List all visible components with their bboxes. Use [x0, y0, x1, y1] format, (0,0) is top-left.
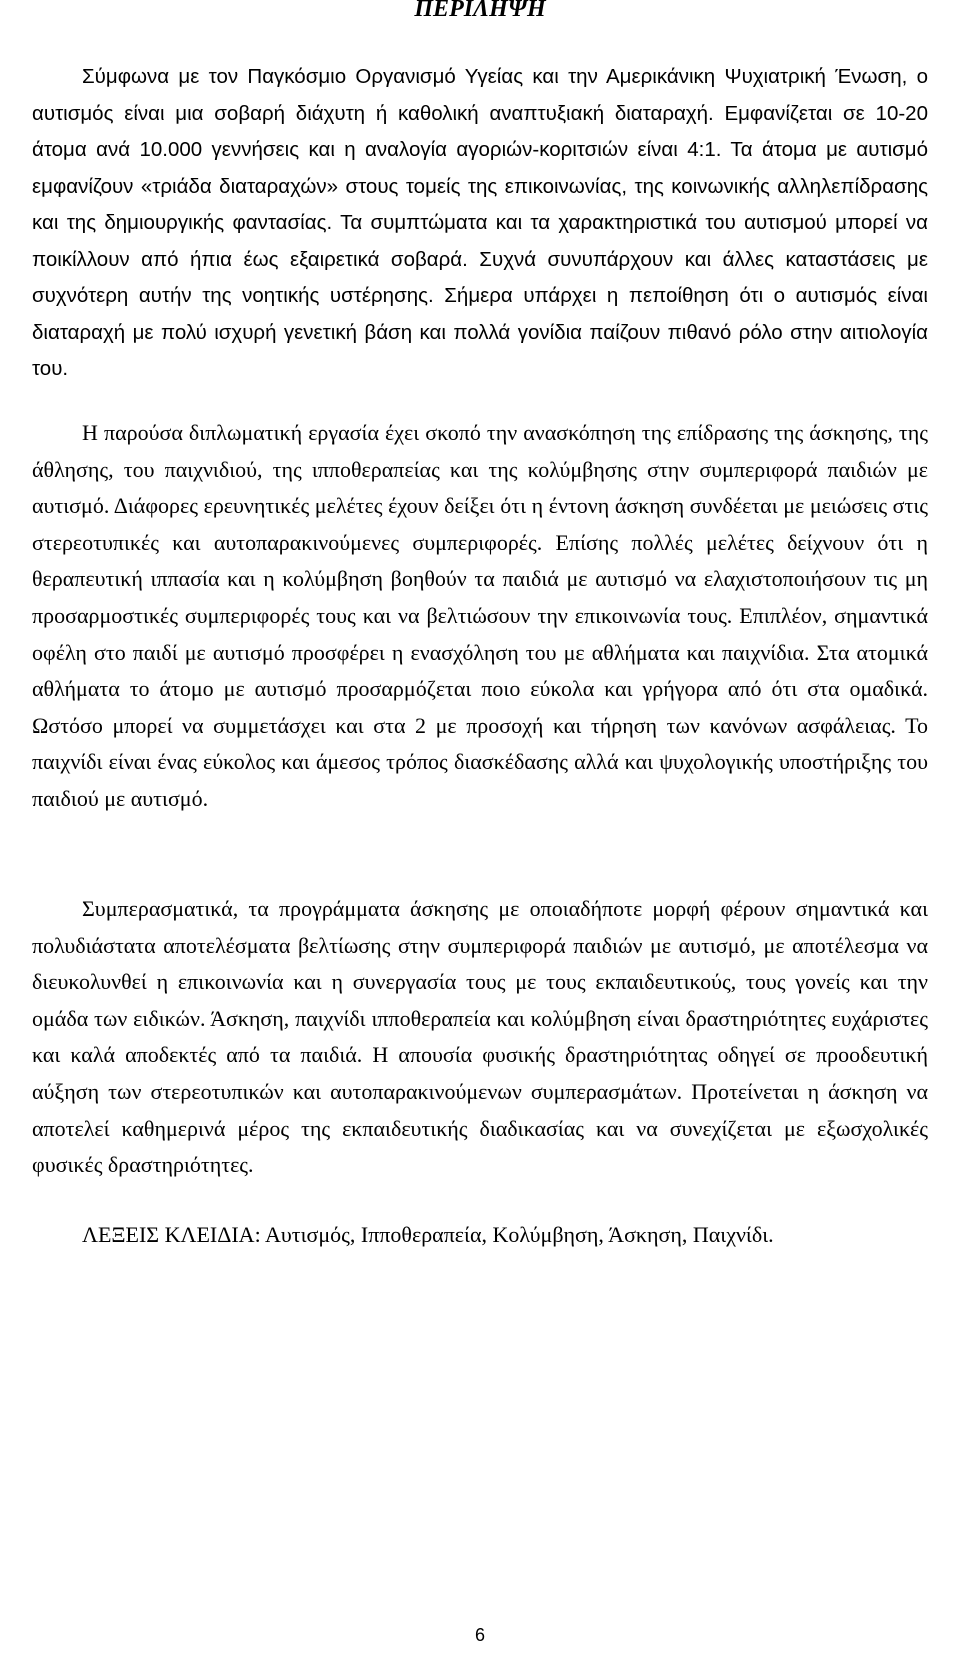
page-number: 6	[474, 1625, 485, 1645]
abstract-paragraph-3: Συμπερασματικά, τα προγράμματα άσκησης με οποιαδήποτε μορφή φέρουν σημαντικά και πολυδιάστατα αποτελέσματα βελτίωσης στην συμπεριφορά παιδιών με αυτισμό, με αποτέλεσμα να διευκολυνθεί η επικοινωνία και η συνεργασία τους με τους εκπαιδευτικούς, τους γονείς και την ομάδα των ειδικών. Άσκηση, παιχνίδι ιπποθεραπεία και κολύμβηση είναι δραστηριότητες ευχάριστες και καλά αποδεκτές από τα παιδιά. Η απουσία φυσικής δραστηριότητας οδηγεί σε προοδευτική αύξηση των στερεοτυπικών και αυτοπαρακινούμενων συμπερασμάτων. Προτείνεται η άσκηση να αποτελεί καθημερινά μέρος της εκπαιδευτικής διαδικασίας και να συνεχίζεται με εξωσχολικές φυσικές δραστηριότητες.	[32, 896, 928, 1178]
abstract-paragraph-1: Σύμφωνα με τον Παγκόσμιο Οργανισμό Υγείας και την Αμερικάνικη Ψυχιατρική Ένωση, ο αυτισμός είναι μια σοβαρή διάχυτη ή καθολική αναπτυξιακή διαταραχή. Εμφανίζεται σε 10-20 άτομα ανά 10.000 γεννήσεις και η αναλογία αγοριών-κοριτσιών είναι 4:1. Τα άτομα με αυτισμό εμφανίζουν «τριάδα διαταραχών» στους τομείς της επικοινωνίας, της κοινωνικής αλληλεπίδρασης και της δημιουργικής φαντασίας. Τα συμπτώματα και τα χαρακτηριστικά του αυτισμού μπορεί να ποικίλλουν από ήπια έως εξαιρετικά σοβαρά. Συχνά συνυπάρχουν και άλλες καταστάσεις με συχνότερη αυτήν της νοητικής υστέρησης. Σήμερα υπάρχει η πεποίθηση ότι ο αυτισμός είναι διαταραχή με πολύ ισχυρή γενετική βάση και πολλά γονίδια παίζουν πιθανό ρόλο στην αιτιολογία του.	[32, 65, 928, 380]
keywords-line: ΛΕΞΕΙΣ ΚΛΕΙΔΙΑ: Αυτισμός, Ιπποθεραπεία, Κολύμβηση, Άσκηση, Παιχνίδι.	[82, 1222, 774, 1247]
abstract-paragraph-2: Η παρούσα διπλωματική εργασία έχει σκοπό την ανασκόπηση της επίδρασης της άσκησης, της άθλησης, του παιχνιδιού, της ιπποθεραπείας και της κολύμβησης στην συμπεριφορά παιδιών με αυτισμό. Διάφορες ερευνητικές μελέτες έχουν δείξει ότι η έντονη άσκηση συνδέεται με μειώσεις στις στερεοτυπικές και αυτοπαρακινούμενες συμπεριφορές. Επίσης πολλές μελέτες δείχνουν ότι η θεραπευτική ιππασία και η κολύμβηση βοηθούν τα παιδιά με αυτισμό να ελαχιστοποιήσουν τις μη προσαρμοστικές συμπεριφορές τους και να βελτιώσουν την επικοινωνία τους. Επιπλέον, σημαντικά οφέλη στο παιδί με αυτισμό προσφέρει η ενασχόληση του με αθλήματα και παιχνίδια. Στα ατομικά αθλήματα το άτομο με αυτισμό προσαρμόζεται ποιο εύκολα και γρήγορα από ότι στα ομαδικά. Ωστόσο μπορεί να συμμετάσχει και στα 2 με προσοχή και τήρηση των κανόνων ασφάλειας. Το παιχνίδι είναι ένας εύκολος και άμεσος τρόπος διασκέδασης αλλά και ψυχολογικής υποστήριξης του παιδιού με αυτισμό.	[32, 420, 928, 811]
page-title: ΠΕΡΙΛΗΨΗ	[414, 0, 546, 22]
